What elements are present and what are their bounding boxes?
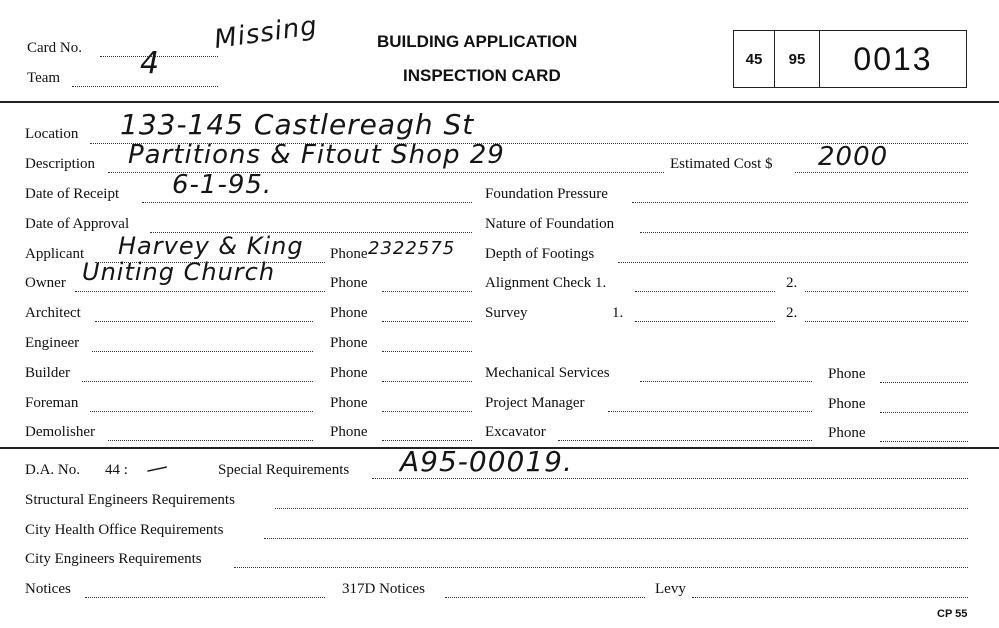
owner-phone-label: Phone — [330, 275, 368, 291]
project-manager-label: Project Manager — [485, 395, 585, 411]
city-engineers-label: City Engineers Requirements — [25, 551, 202, 567]
foreman-phone-label: Phone — [330, 395, 368, 411]
foreman-line — [90, 411, 313, 412]
structural-label: Structural Engineers Requirements — [25, 492, 235, 508]
depth-of-footings-line — [618, 262, 968, 263]
project-manager-line — [608, 411, 812, 412]
owner-line — [75, 291, 325, 292]
divider-top — [0, 101, 999, 103]
notices-317d-line — [445, 597, 645, 598]
nature-of-foundation-label: Nature of Foundation — [485, 216, 615, 232]
notices-line — [85, 597, 325, 598]
survey-1-label: 1. — [612, 305, 624, 321]
survey-line-2 — [805, 321, 968, 322]
special-requirements-line — [372, 478, 968, 479]
estimated-cost-label: Estimated Cost $ — [670, 156, 773, 172]
mechanical-phone-line — [880, 382, 968, 383]
card-number-box — [733, 30, 967, 88]
architect-label: Architect — [25, 305, 81, 321]
team-label: Team — [27, 70, 61, 86]
builder-phone-label: Phone — [330, 365, 368, 381]
date-of-receipt-line — [142, 202, 472, 203]
notices-label: Notices — [25, 581, 71, 597]
survey-2-label: 2. — [786, 305, 798, 321]
date-of-approval-label: Date of Approval — [25, 216, 130, 232]
depth-of-footings-label: Depth of Footings — [485, 246, 595, 262]
architect-phone-line — [382, 321, 472, 322]
owner-label: Owner — [25, 275, 66, 291]
demolisher-phone-line — [382, 440, 472, 441]
mechanical-phone-label: Phone — [828, 366, 866, 382]
form-code: CP 55 — [937, 608, 968, 620]
missing-handwritten: Missing — [212, 10, 320, 56]
estimated-cost-handwritten: 2000 — [818, 142, 889, 172]
project-manager-phone-line — [880, 412, 968, 413]
applicant-phone-label: Phone — [330, 246, 368, 262]
foundation-pressure-label: Foundation Pressure — [485, 186, 608, 202]
engineer-phone-label: Phone — [330, 335, 368, 351]
foreman-label: Foreman — [25, 395, 79, 411]
mechanical-services-label: Mechanical Services — [485, 365, 610, 381]
box-number: 0013 — [853, 40, 933, 77]
survey-line-1 — [635, 321, 775, 322]
notices-317d-label: 317D Notices — [342, 581, 425, 597]
excavator-label: Excavator — [485, 424, 546, 440]
da-handwritten-mark: — — [143, 453, 172, 484]
description-handwritten: Partitions & Fitout Shop 29 — [128, 140, 505, 170]
nature-of-foundation-line — [640, 232, 968, 233]
mechanical-services-line — [640, 381, 812, 382]
special-requirements-handwritten: A95-00019. — [400, 445, 573, 478]
da-no-label: D.A. No. — [25, 462, 80, 478]
health-line — [264, 538, 968, 539]
architect-phone-label: Phone — [330, 305, 368, 321]
project-manager-phone-label: Phone — [828, 396, 866, 412]
engineer-label: Engineer — [25, 335, 80, 351]
applicant-label: Applicant — [25, 246, 85, 262]
structural-line — [275, 508, 968, 509]
da-no-value: 44 : — [105, 462, 128, 478]
title-line2: INSPECTION CARD — [403, 66, 561, 85]
excavator-phone-label: Phone — [828, 425, 866, 441]
estimated-cost-line — [795, 172, 968, 173]
builder-label: Builder — [25, 365, 70, 381]
demolisher-phone-label: Phone — [330, 424, 368, 440]
team-line — [72, 86, 218, 87]
owner-handwritten: Uniting Church — [82, 258, 276, 286]
description-label: Description — [25, 156, 95, 172]
city-engineers-line — [234, 567, 968, 568]
special-requirements-label: Special Requirements — [218, 462, 350, 478]
builder-phone-line — [382, 381, 472, 382]
builder-line — [82, 381, 313, 382]
card-no-label: Card No. — [27, 40, 82, 56]
box-b: 95 — [775, 31, 820, 87]
levy-label: Levy — [655, 581, 686, 597]
architect-line — [95, 321, 313, 322]
excavator-phone-line — [880, 441, 968, 442]
survey-label: Survey — [485, 305, 528, 321]
engineer-phone-line — [382, 351, 472, 352]
title-line1: BUILDING APPLICATION — [377, 32, 578, 51]
foreman-phone-line — [382, 411, 472, 412]
box-a: 45 — [734, 31, 775, 87]
health-label: City Health Office Requirements — [25, 522, 224, 538]
alignment-check-2-label: 2. — [786, 275, 798, 291]
demolisher-label: Demolisher — [25, 424, 95, 440]
location-label: Location — [25, 126, 79, 142]
location-handwritten: 133-145 Castlereagh St — [120, 108, 475, 141]
card-no-handwritten: 4 — [140, 46, 161, 81]
demolisher-line — [108, 440, 313, 441]
applicant-phone-handwritten: 2322575 — [368, 238, 456, 259]
owner-phone-line — [382, 291, 472, 292]
alignment-check-line-1 — [635, 291, 775, 292]
applicant-handwritten: Harvey & King — [118, 232, 304, 260]
date-of-receipt-handwritten: 6-1-95. — [172, 170, 273, 200]
alignment-check-line-2 — [805, 291, 968, 292]
alignment-check-label: Alignment Check 1. — [485, 275, 607, 291]
date-of-receipt-label: Date of Receipt — [25, 186, 120, 202]
foundation-pressure-line — [632, 202, 968, 203]
engineer-line — [92, 351, 313, 352]
levy-line — [692, 597, 968, 598]
excavator-line — [558, 440, 812, 441]
